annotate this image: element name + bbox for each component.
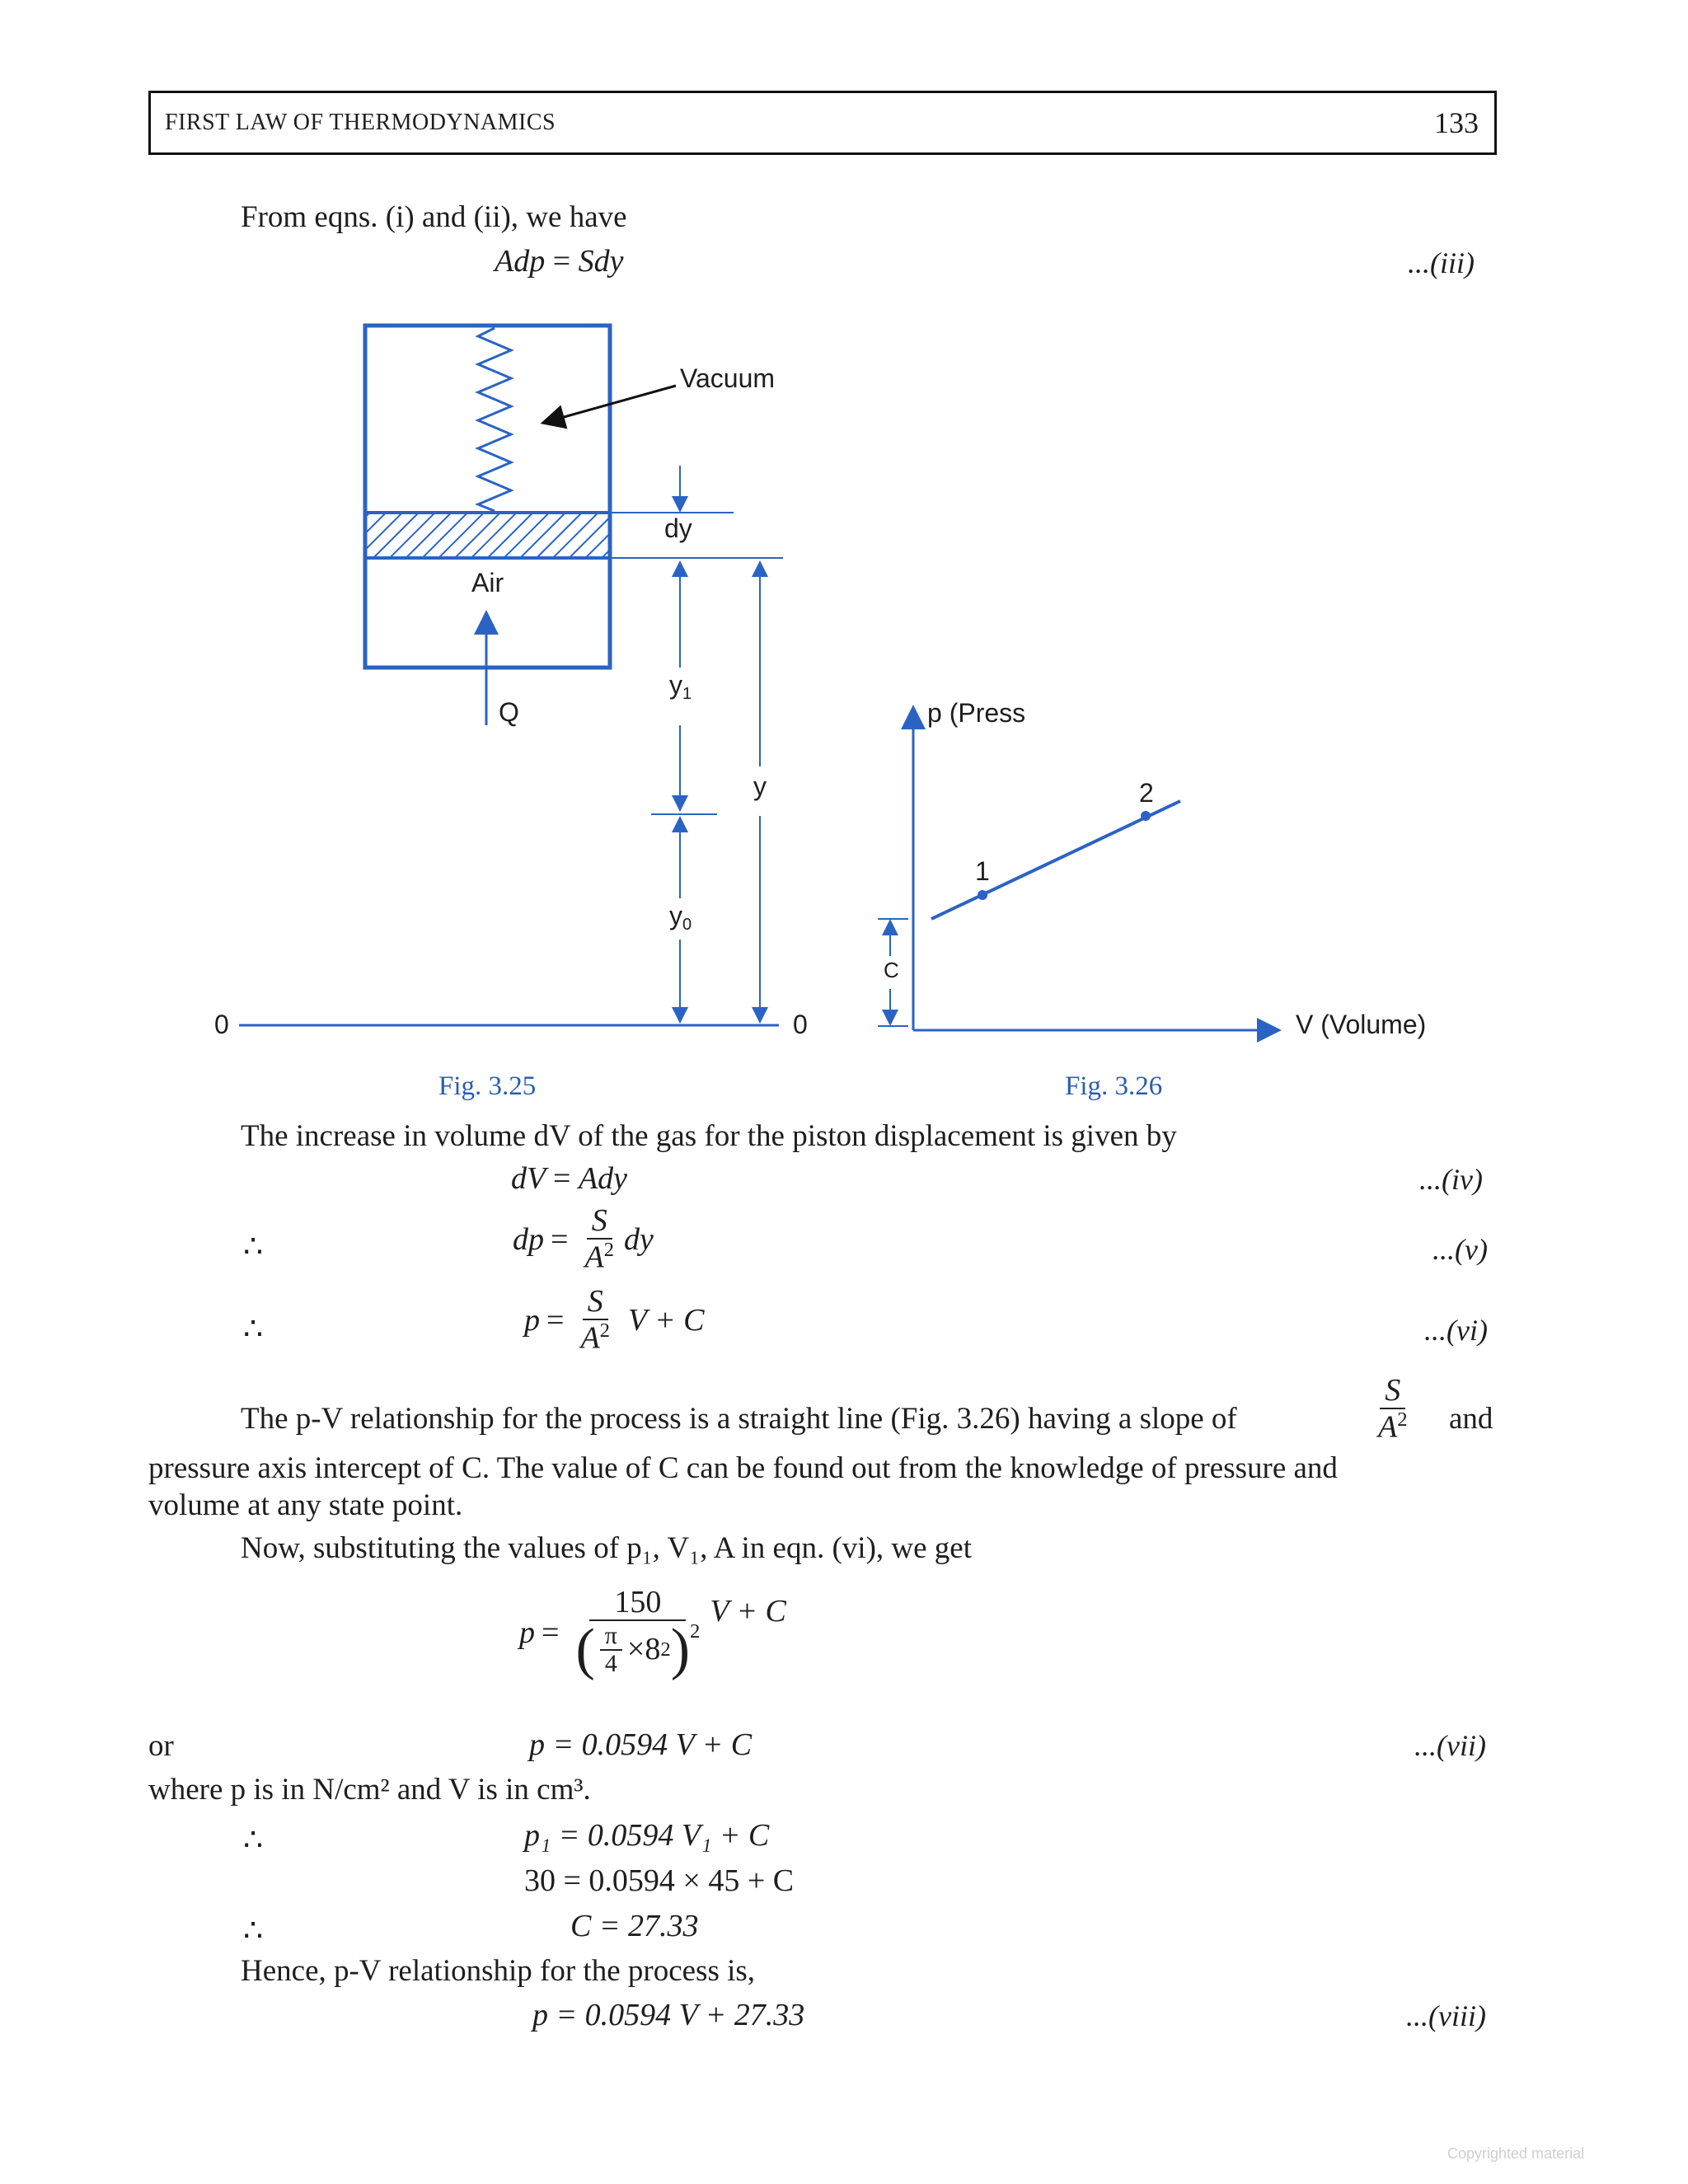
equation-viii: p = 0.0594 V + 27.33: [532, 1998, 805, 2032]
eq-vi-tag: ...(vi): [1424, 1314, 1488, 1347]
fraction-s-over-a2: $\frac{S}{A^2}$: [580, 1284, 610, 1356]
eq-iv-rhs: Ady: [578, 1161, 628, 1196]
label-q: Q: [499, 697, 519, 727]
paragraph-pv-line-2: pressure axis intercept of C. The value of C can be found out from the knowledge of pressure and: [148, 1451, 1338, 1485]
paragraph-pv-line-1: The p-V relationship for the process is a straight line (Fig. 3.26) having a slope of: [241, 1402, 1237, 1436]
eq-v-after: dy: [624, 1222, 654, 1258]
equation-iv: dV = Ady: [511, 1161, 628, 1196]
label-p-axis: p (Press: [927, 698, 1026, 728]
therefore-symbol: ∴: [243, 1823, 264, 1858]
label-zero-left: 0: [214, 1010, 229, 1039]
paragraph-pv-line-3: volume at any state point.: [148, 1488, 463, 1522]
equation-p1: p₁ = 0.0594 V₁ + C: [524, 1818, 770, 1853]
vacuum-pointer: [552, 386, 676, 420]
equation-vi: p = $\frac{S}{A^2}$ V + C: [524, 1284, 705, 1356]
label-y1: y1: [669, 670, 692, 703]
eq-viii-tag: ...(viii): [1406, 1999, 1486, 2032]
label-point-1: 1: [975, 856, 990, 886]
cylinder-outline: [365, 326, 610, 668]
label-air: Air: [471, 568, 504, 598]
figures-svg: [198, 313, 1451, 1096]
pv-plot: [878, 717, 1269, 1030]
eq-vi-lhs: p: [524, 1303, 540, 1338]
paragraph-pv-line-1-end: and: [1449, 1402, 1493, 1436]
copyright-watermark: Copyrighted material: [1447, 2145, 1585, 2162]
eq-iv-tag: ...(iv): [1419, 1163, 1483, 1196]
running-header-title: FIRST LAW OF THERMODYNAMICS: [165, 110, 556, 135]
label-v-axis: V (Volume): [1296, 1010, 1427, 1039]
spring: [478, 328, 511, 511]
therefore-symbol: ∴: [243, 1230, 264, 1264]
therefore-symbol: ∴: [243, 1914, 264, 1948]
eq-iii-rhs: Sdy: [578, 244, 624, 279]
page-number: 133: [1434, 106, 1479, 139]
label-y: y: [753, 771, 767, 801]
label-dy: dy: [664, 513, 692, 543]
eq-vi-after: V + C: [628, 1303, 705, 1338]
eq-v-tag: ...(v): [1432, 1233, 1488, 1266]
paragraph-substituting: Now, substituting the values of p₁, V₁, A in eqn. (vi), we get: [241, 1531, 972, 1565]
caption-fig-3-26: Fig. 3.26: [1065, 1071, 1163, 1101]
eq-iii-lhs: Adp: [495, 244, 546, 279]
equation-30: 30 = 0.0594 × 45 + C: [524, 1863, 795, 1898]
label-c: C: [884, 958, 899, 982]
paragraph-hence: Hence, p-V relationship for the process is,: [241, 1954, 756, 1988]
equation-substituted: p = 150 ( $\frac{\pi}{4}$ × 8 2 ) $^2$ V + C: [519, 1585, 786, 1681]
piston: [365, 513, 610, 558]
equation-c: C = 27.33: [570, 1909, 699, 1943]
eq-v-lhs: dp: [513, 1222, 544, 1258]
label-point-2: 2: [1139, 778, 1154, 808]
therefore-symbol: ∴: [243, 1312, 264, 1347]
equation-iii: Adp = Sdy: [495, 244, 624, 279]
state-point-1: [978, 890, 987, 900]
eq-vii-tag: ...(vii): [1414, 1729, 1486, 1762]
eq-sub-lhs: p: [519, 1615, 535, 1650]
slope-fraction: $\frac{S}{A^2}$: [1378, 1373, 1408, 1445]
paragraph-intro: From eqns. (i) and (ii), we have: [241, 200, 627, 234]
state-point-2: [1141, 811, 1151, 821]
or-label: or: [148, 1729, 174, 1763]
eq-iv-lhs: dV: [511, 1161, 546, 1196]
paragraph-units: where p is in N/cm² and V is in cm³.: [148, 1773, 591, 1807]
equation-vii: p = 0.0594 V + C: [529, 1727, 753, 1762]
fraction-150-over-area: 150 ( $\frac{\pi}{4}$ × 8 2 ) $^2$: [575, 1585, 701, 1681]
caption-fig-3-25: Fig. 3.25: [438, 1071, 537, 1101]
paragraph-volume-increase: The increase in volume dV of the gas for the piston displacement is given by: [241, 1119, 1177, 1153]
eq-iii-tag: ...(iii): [1408, 246, 1475, 279]
eq-sub-after: V + C: [710, 1594, 786, 1629]
cylinder-diagram: [365, 326, 676, 725]
equation-v: dp = $\frac{S}{A^2}$ dy: [513, 1203, 654, 1275]
label-y0: y0: [669, 901, 692, 934]
fraction-s-over-a2: $\frac{S}{A^2}$: [584, 1203, 614, 1275]
label-zero-right: 0: [793, 1010, 808, 1039]
label-vacuum: Vacuum: [680, 363, 776, 393]
